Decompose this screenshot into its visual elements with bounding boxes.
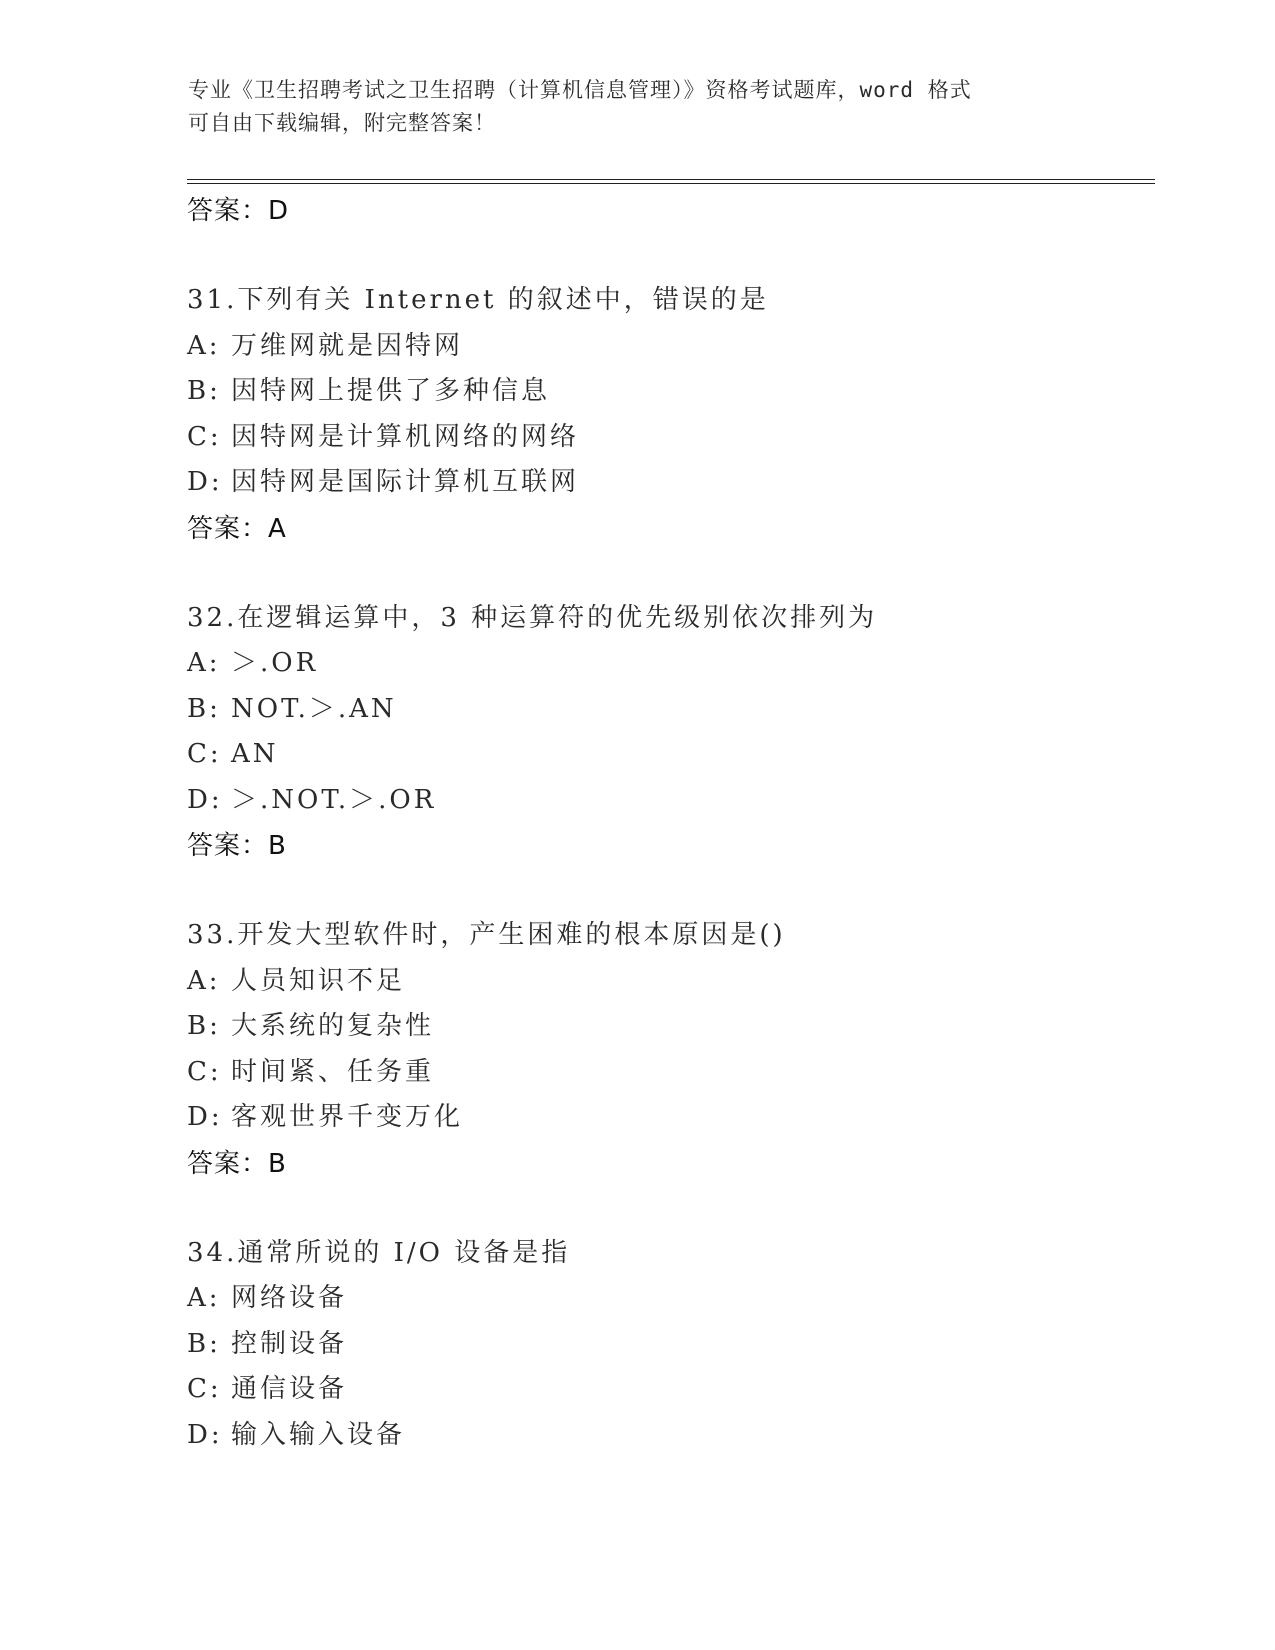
option-text: ＞.OR [231,648,319,678]
header-divider-top [187,179,1155,180]
option-b [187,369,1147,415]
option-key: D: [187,1102,223,1132]
question-32 [187,596,1147,870]
option-a [187,1276,1147,1322]
option-text: NOT.＞.AN [231,693,397,724]
question-text: 32.在逻辑运算中，3 种运算符的优先级别依次排列为 [187,602,878,633]
option-text: 因特网是计算机网络的网络 [231,421,580,452]
option-a [187,324,1147,370]
question-31 [187,278,1147,552]
option-text: 大系统的复杂性 [231,1011,435,1041]
option-key: A: [187,330,221,361]
option-key: D: [187,1419,223,1450]
document-header [188,74,1088,140]
option-d [187,778,1147,824]
option-text: 客观世界千变万化 [231,1102,464,1132]
option-text: 因特网是国际计算机互联网 [231,467,580,497]
option-key: C: [187,421,222,452]
option-a [187,641,1147,687]
option-text: 万维网就是因特网 [231,330,464,361]
option-key: D: [187,784,223,815]
option-text: 人员知识不足 [231,965,406,996]
header-line-2: 可自由下载编辑，附完整答案！ [188,111,496,135]
question-34 [187,1231,1147,1459]
option-text: 时间紧、任务重 [231,1056,435,1087]
option-key: B: [187,693,221,724]
option-key: A: [187,648,221,678]
option-c [187,732,1147,778]
option-c [187,415,1147,461]
option-d [187,460,1147,506]
option-c [187,1050,1147,1096]
header-divider-bottom [187,183,1155,184]
answer: 答案：A [187,513,287,544]
option-key: C: [187,1374,222,1404]
option-c [187,1367,1147,1413]
option-key: B: [187,1328,221,1359]
option-d [187,1095,1147,1141]
header-line-1: 专业《卫生招聘考试之卫生招聘（计算机信息管理）》资格考试题库，word 格式 [188,78,972,102]
option-key: C: [187,739,222,769]
answer-previous: 答案：D [187,196,290,226]
answer: 答案：B [187,831,287,861]
option-text: ＞.NOT.＞.OR [231,784,437,815]
option-text: AN [231,739,279,769]
option-b [187,687,1147,733]
option-text: 输入输入设备 [231,1419,406,1450]
question-text: 34.通常所说的 I/O 设备是指 [187,1237,571,1268]
option-key: A: [187,965,221,996]
option-d [187,1413,1147,1459]
question-33 [187,913,1147,1187]
option-text: 控制设备 [231,1328,348,1359]
option-text: 通信设备 [231,1374,348,1404]
question-list [187,188,1147,1458]
answer: 答案：B [187,1148,287,1179]
option-a [187,959,1147,1005]
option-key: A: [187,1283,221,1313]
option-text: 网络设备 [231,1283,348,1313]
question-text: 33.开发大型软件时，产生困难的根本原因是() [187,920,786,950]
option-key: C: [187,1056,222,1087]
option-text: 因特网上提供了多种信息 [231,376,551,406]
option-key: B: [187,1011,221,1041]
question-text: 31.下列有关 Internet 的叙述中，错误的是 [187,285,769,315]
option-key: D: [187,467,223,497]
option-b [187,1004,1147,1050]
option-b [187,1322,1147,1368]
option-key: B: [187,376,221,406]
